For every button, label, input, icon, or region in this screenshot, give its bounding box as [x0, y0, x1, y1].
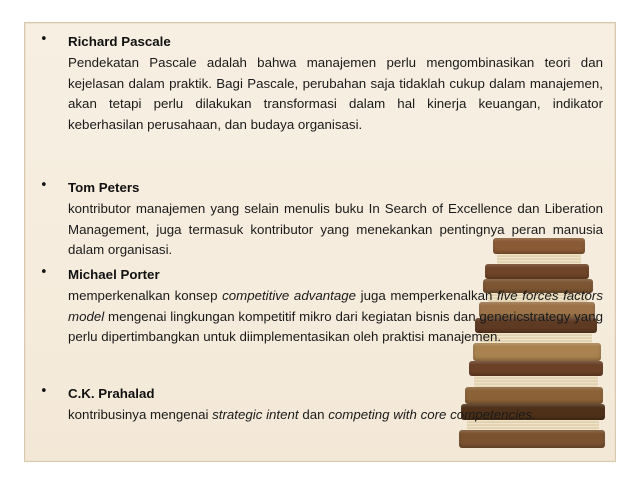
desc-emphasis: strategic intent — [212, 407, 299, 422]
desc-text: memperkenalkan konsep — [68, 288, 223, 303]
list-item-richard-pascale — [40, 32, 603, 135]
item-description — [68, 405, 603, 426]
desc-text: dan — [298, 407, 329, 422]
desc-emphasis: competing with core competencies. — [328, 407, 536, 422]
item-description: Pendekatan Pascale adalah bahwa manajemen perlu mengombinasikan teori dan kejelasan dalam praktik. Bagi Pascale, perubahan saja tidaklah cukup dalam manajemen, akan tetapi perlu dilakukan transformasi dalam hal kinerja keuangan, indikator keberhasilan perusahaan, dan budaya organisasi. — [68, 55, 603, 132]
desc-text: kontribusinya mengenai — [68, 407, 213, 422]
list-item-michael-porter — [40, 265, 603, 348]
bullet-marker: • — [40, 384, 48, 399]
desc-text: juga memperkenalkan — [356, 288, 497, 303]
bullet-marker: • — [40, 32, 48, 47]
item-description — [68, 286, 603, 348]
item-title: C.K. Prahalad — [68, 386, 155, 401]
desc-emphasis: five forces factors model — [68, 288, 603, 324]
item-title: Tom Peters — [68, 180, 140, 195]
item-title: Michael Porter — [68, 267, 160, 282]
item-description: kontributor manajemen yang selain menulis buku In Search of Excellence dan Liberation Management, juga termasuk kontributor yang menekankan pentingnya peran manusia dalam organisasi. — [68, 201, 603, 258]
list-item-ck-prahalad — [40, 384, 603, 426]
bullet-marker: • — [40, 178, 48, 193]
bullet-marker: • — [40, 265, 48, 280]
item-title: Richard Pascale — [68, 34, 171, 49]
list-item-tom-peters — [40, 178, 603, 261]
desc-text: mengenai lingkungan kompetitif mikro dari kegiatan bisnis dan genericstrategy yang perlu dipertimbangkan untuk diimplementasikan oleh praktisi manajemen. — [68, 308, 603, 345]
desc-emphasis: competitive advantage — [222, 288, 357, 303]
